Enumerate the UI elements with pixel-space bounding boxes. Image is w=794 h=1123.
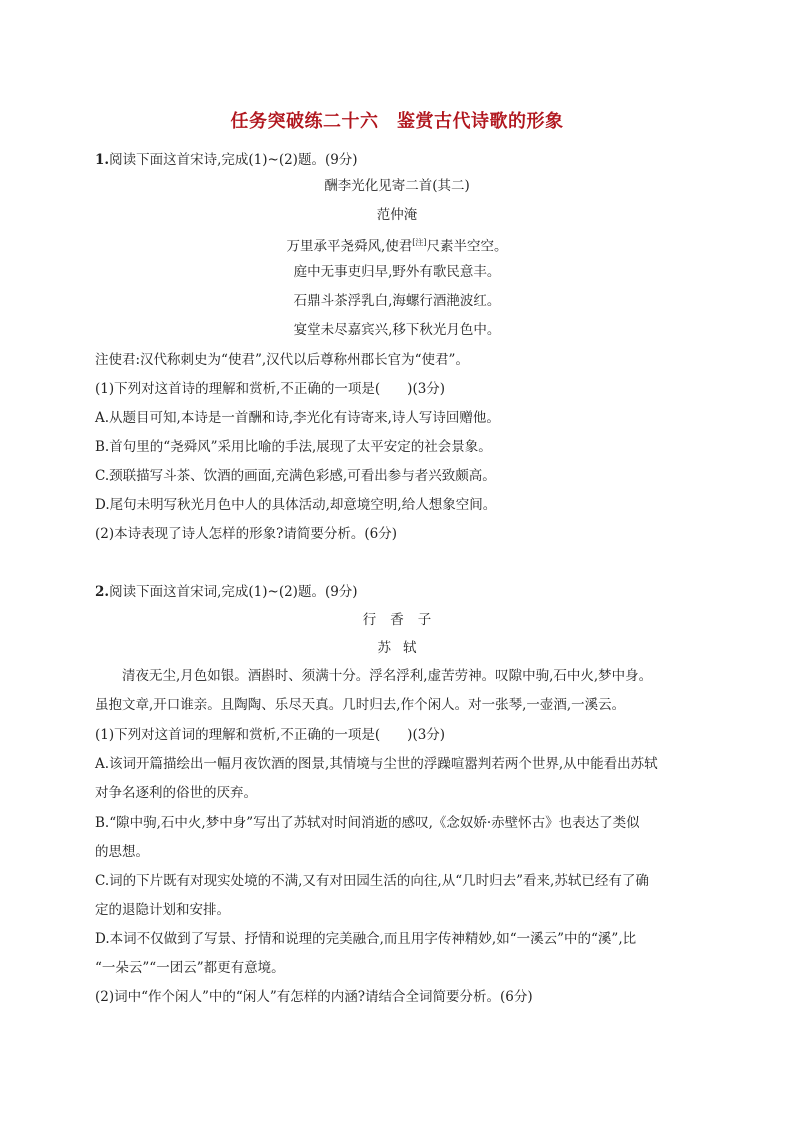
q1-prompt: 阅读下面这首宋诗,完成(1)~(2)题。(9分) bbox=[109, 152, 358, 168]
q1-poem-line-1a: 万里承平尧舜风,使君 bbox=[286, 238, 413, 255]
q2-option-d-line-1: D.本词不仅做到了写景、抒情和说理的完美融合,而且用字传神精妙,如“一溪云”中的“溪”,比 bbox=[95, 931, 637, 947]
q1-poem-line-3: 石鼎斗茶浮乳白,海螺行酒滟波红。 bbox=[293, 293, 501, 309]
q2-poem-author: 苏轼 bbox=[377, 640, 429, 656]
q2-ci-para-1: 清夜无尘,月色如银。酒斟时、须满十分。浮名浮利,虚苦劳神。叹隙中驹,石中火,梦中身。 bbox=[122, 668, 653, 684]
q2-prompt-line bbox=[95, 582, 358, 602]
q1-poem-line-2: 庭中无事吏归早,野外有歌民意丰。 bbox=[293, 264, 501, 280]
q2-option-a-line-2: 对争名逐利的俗世的厌弃。 bbox=[95, 785, 257, 801]
q2-ci-para-2: 虽抱文章,开口谁亲。且陶陶、乐尽天真。几时归去,作个闲人。对一张琴,一壶酒,一溪云。 bbox=[95, 697, 626, 713]
q2-sub-question-2: (2)词中“作个闲人”中的“闲人”有怎样的内涵?请结合全词简要分析。(6分) bbox=[95, 989, 533, 1005]
q1-sub-question-1: (1)下列对这首诗的理解和赏析,不正确的一项是( )(3分) bbox=[95, 381, 446, 397]
q2-prompt: 阅读下面这首宋词,完成(1)~(2)题。(9分) bbox=[109, 584, 358, 600]
q2-option-c-line-1: C.词的下片既有对现实处境的不满,又有对田园生活的向往,从“几时归去”看来,苏轼已经有了确 bbox=[95, 873, 649, 889]
q1-option-d: D.尾句未明写秋光月色中人的具体活动,却意境空明,给人想象空间。 bbox=[95, 497, 497, 513]
q1-poem-line-4: 宴堂未尽嘉宾兴,移下秋光月色中。 bbox=[293, 322, 501, 338]
q2-option-b-line-1: B.“隙中驹,石中火,梦中身”写出了苏轼对时间消逝的感叹,《念奴娇·赤壁怀古》也表达了类似 bbox=[95, 815, 640, 831]
q2-author-wrap bbox=[0, 638, 794, 658]
q1-note-marker: [注] bbox=[412, 238, 427, 247]
q2-option-d-line-2: “一朵云”“一团云”都更有意境。 bbox=[95, 960, 285, 976]
q2-number: 2. bbox=[95, 584, 110, 600]
q2-poem-title: 行香子 bbox=[362, 612, 446, 628]
q1-poem-line-1b: 尺素半空空。 bbox=[426, 238, 508, 255]
q2-option-c-line-2: 定的退隐计划和安排。 bbox=[95, 902, 230, 918]
q2-option-b-line-2: 的思想。 bbox=[95, 844, 149, 860]
q1-poem-author: 范仲淹 bbox=[376, 207, 418, 223]
q2-sub-question-1: (1)下列对这首词的理解和赏析,不正确的一项是( )(3分) bbox=[95, 727, 446, 743]
q1-option-b: B.首句里的“尧舜风”采用比喻的手法,展现了太平安定的社会景象。 bbox=[95, 439, 492, 455]
q2-title-wrap bbox=[0, 610, 794, 630]
q1-option-c: C.颈联描写斗茶、饮酒的画面,充满色彩感,可看出参与者兴致颇高。 bbox=[95, 468, 496, 484]
q2-option-a-line-1: A.该词开篇描绘出一幅月夜饮酒的图景,其情境与尘世的浮躁喧嚣判若两个世界,从中能看出苏轼 bbox=[95, 756, 658, 772]
q1-prompt-line bbox=[95, 150, 358, 170]
q1-number: 1. bbox=[95, 152, 110, 168]
q1-poem-line-1 bbox=[0, 233, 794, 257]
q1-poem-title: 酬李光化见寄二首(其二) bbox=[324, 178, 470, 194]
q1-option-a: A.从题目可知,本诗是一首酬和诗,李光化有诗寄来,诗人写诗回赠他。 bbox=[95, 410, 500, 426]
page-title: 任务突破练二十六 鉴赏古代诗歌的形象 bbox=[230, 111, 564, 132]
q1-sub-question-2: (2)本诗表现了诗人怎样的形象?请简要分析。(6分) bbox=[95, 526, 397, 542]
q1-note: 注使君:汉代称刺史为“使君”,汉代以后尊称州郡长官为“使君”。 bbox=[95, 352, 469, 368]
